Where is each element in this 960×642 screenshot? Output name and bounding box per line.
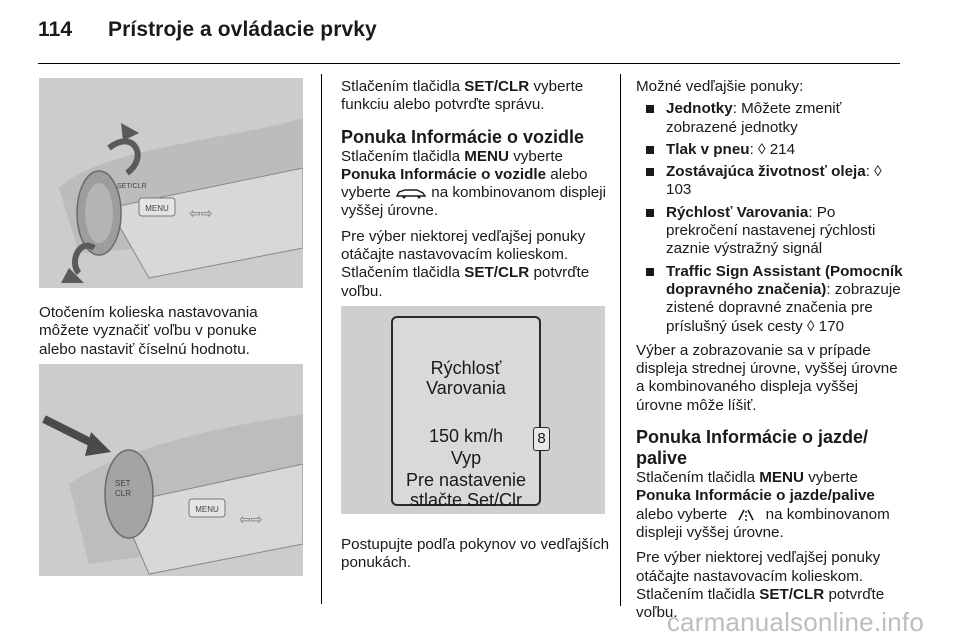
svg-text:⇦⇨: ⇦⇨ bbox=[239, 512, 263, 528]
display-line-1: Rýchlosť bbox=[430, 358, 502, 378]
list-item: Zostávajúca životnosť oleja: ◊ 103 bbox=[636, 163, 908, 200]
submenus-intro: Možné vedľajšie ponuky: bbox=[636, 78, 804, 95]
display-line-4: Vyp bbox=[450, 448, 482, 468]
display-line-6: stlačte Set/Clr bbox=[409, 490, 523, 510]
submenu-list bbox=[636, 100, 908, 336]
trip-submenu-paragraph: Pre výber niektorej vedľajšej ponuky otáčajte nastavovacím kolieskom. Stlačením tlačidla SET/CLR potvrďte voľbu. bbox=[636, 549, 885, 622]
vehicle-info-paragraph: Stlačením tlačidla MENU vyberte Ponuka Informácie o vozidle alebo vyberte na kombinovanom displeji vyššej úrovne. bbox=[341, 147, 607, 220]
list-item: Jednotky: Môžete zmeniť zobrazené jednotky bbox=[636, 100, 908, 137]
follow-instructions-paragraph: Postupujte podľa pokynov vo vedľajších ponukách. bbox=[341, 536, 610, 572]
svg-text:⇦⇨: ⇦⇨ bbox=[189, 206, 213, 222]
submenu-paragraph: Pre výber niektorej vedľajšej ponuky otáčajte nastavovacím kolieskom. Stlačením tlačidla SET/CLR potvrďte voľbu. bbox=[341, 227, 590, 300]
svg-text:MENU: MENU bbox=[195, 505, 219, 514]
header-rule bbox=[38, 63, 900, 64]
list-item: Rýchlosť Varovania: Po prekročení nastavenej rýchlosti zaznie výstražný signál bbox=[636, 204, 908, 259]
right-column bbox=[636, 78, 908, 629]
set-clr-paragraph: Stlačením tlačidla SET/CLR vyberte funkciu alebo potvrďte správu. bbox=[341, 78, 584, 114]
stalk-rotate-illustration bbox=[39, 78, 303, 288]
variation-paragraph: Výber a zobrazovanie sa v prípade displeja strednej úrovne, vyššej úrovne a kombinovaného displeja vyššej úrovne môže líšiť. bbox=[636, 341, 898, 414]
caption-line-2: môžete vyznačiť voľbu v ponuke bbox=[39, 322, 257, 340]
caption-line-1: Otočením kolieska nastavovania bbox=[39, 304, 258, 321]
display-line-3: 150 km/h bbox=[428, 426, 504, 446]
stalk-rotate-photo bbox=[39, 78, 303, 288]
page-header bbox=[38, 18, 377, 42]
display-line-5: Pre nastavenie bbox=[405, 470, 527, 490]
column-divider-1 bbox=[321, 74, 322, 604]
display-screen bbox=[391, 316, 541, 510]
trip-fuel-paragraph: Stlačením tlačidla MENU vyberte Ponuka Informácie o jazde/palive alebo vyberte na kombinovanom displeji vyššej úrovne. bbox=[636, 469, 890, 541]
stalk-press-illustration bbox=[39, 364, 303, 576]
caption-line-3: alebo nastaviť číselnú hodnotu. bbox=[39, 340, 250, 358]
svg-text:SET/CLR: SET/CLR bbox=[117, 183, 147, 190]
list-item: Tlak v pneu: ◊ 214 bbox=[636, 141, 908, 159]
column-divider-2 bbox=[620, 74, 621, 606]
display-line-2: Varovania bbox=[426, 378, 506, 398]
speed-warning-display bbox=[341, 306, 605, 514]
svg-text:MENU: MENU bbox=[145, 204, 169, 213]
display-side-badge: 8 bbox=[533, 427, 550, 451]
watermark: carmanualsonline.info bbox=[666, 607, 924, 637]
page-title: Prístroje a ovládacie prvky bbox=[108, 18, 377, 41]
trip-fuel-heading: Ponuka Informácie o jazde/ palive bbox=[636, 427, 869, 469]
middle-column bbox=[341, 78, 611, 308]
svg-text:SET: SET bbox=[115, 479, 131, 488]
road-icon bbox=[731, 508, 761, 522]
middle-footer bbox=[341, 536, 611, 580]
left-caption bbox=[39, 304, 305, 359]
vehicle-info-heading: Ponuka Informácie o vozidle bbox=[341, 126, 585, 147]
page-number: 114 bbox=[38, 18, 73, 41]
list-item: Traffic Sign Assistant (Pomocník dopravného značenia): zobrazuje zistené dopravné značenia pre príslušný úsek cesty ◊ 170 bbox=[636, 263, 908, 336]
svg-text:CLR: CLR bbox=[115, 489, 132, 498]
stalk-press-photo bbox=[39, 364, 303, 576]
car-icon bbox=[395, 187, 427, 199]
